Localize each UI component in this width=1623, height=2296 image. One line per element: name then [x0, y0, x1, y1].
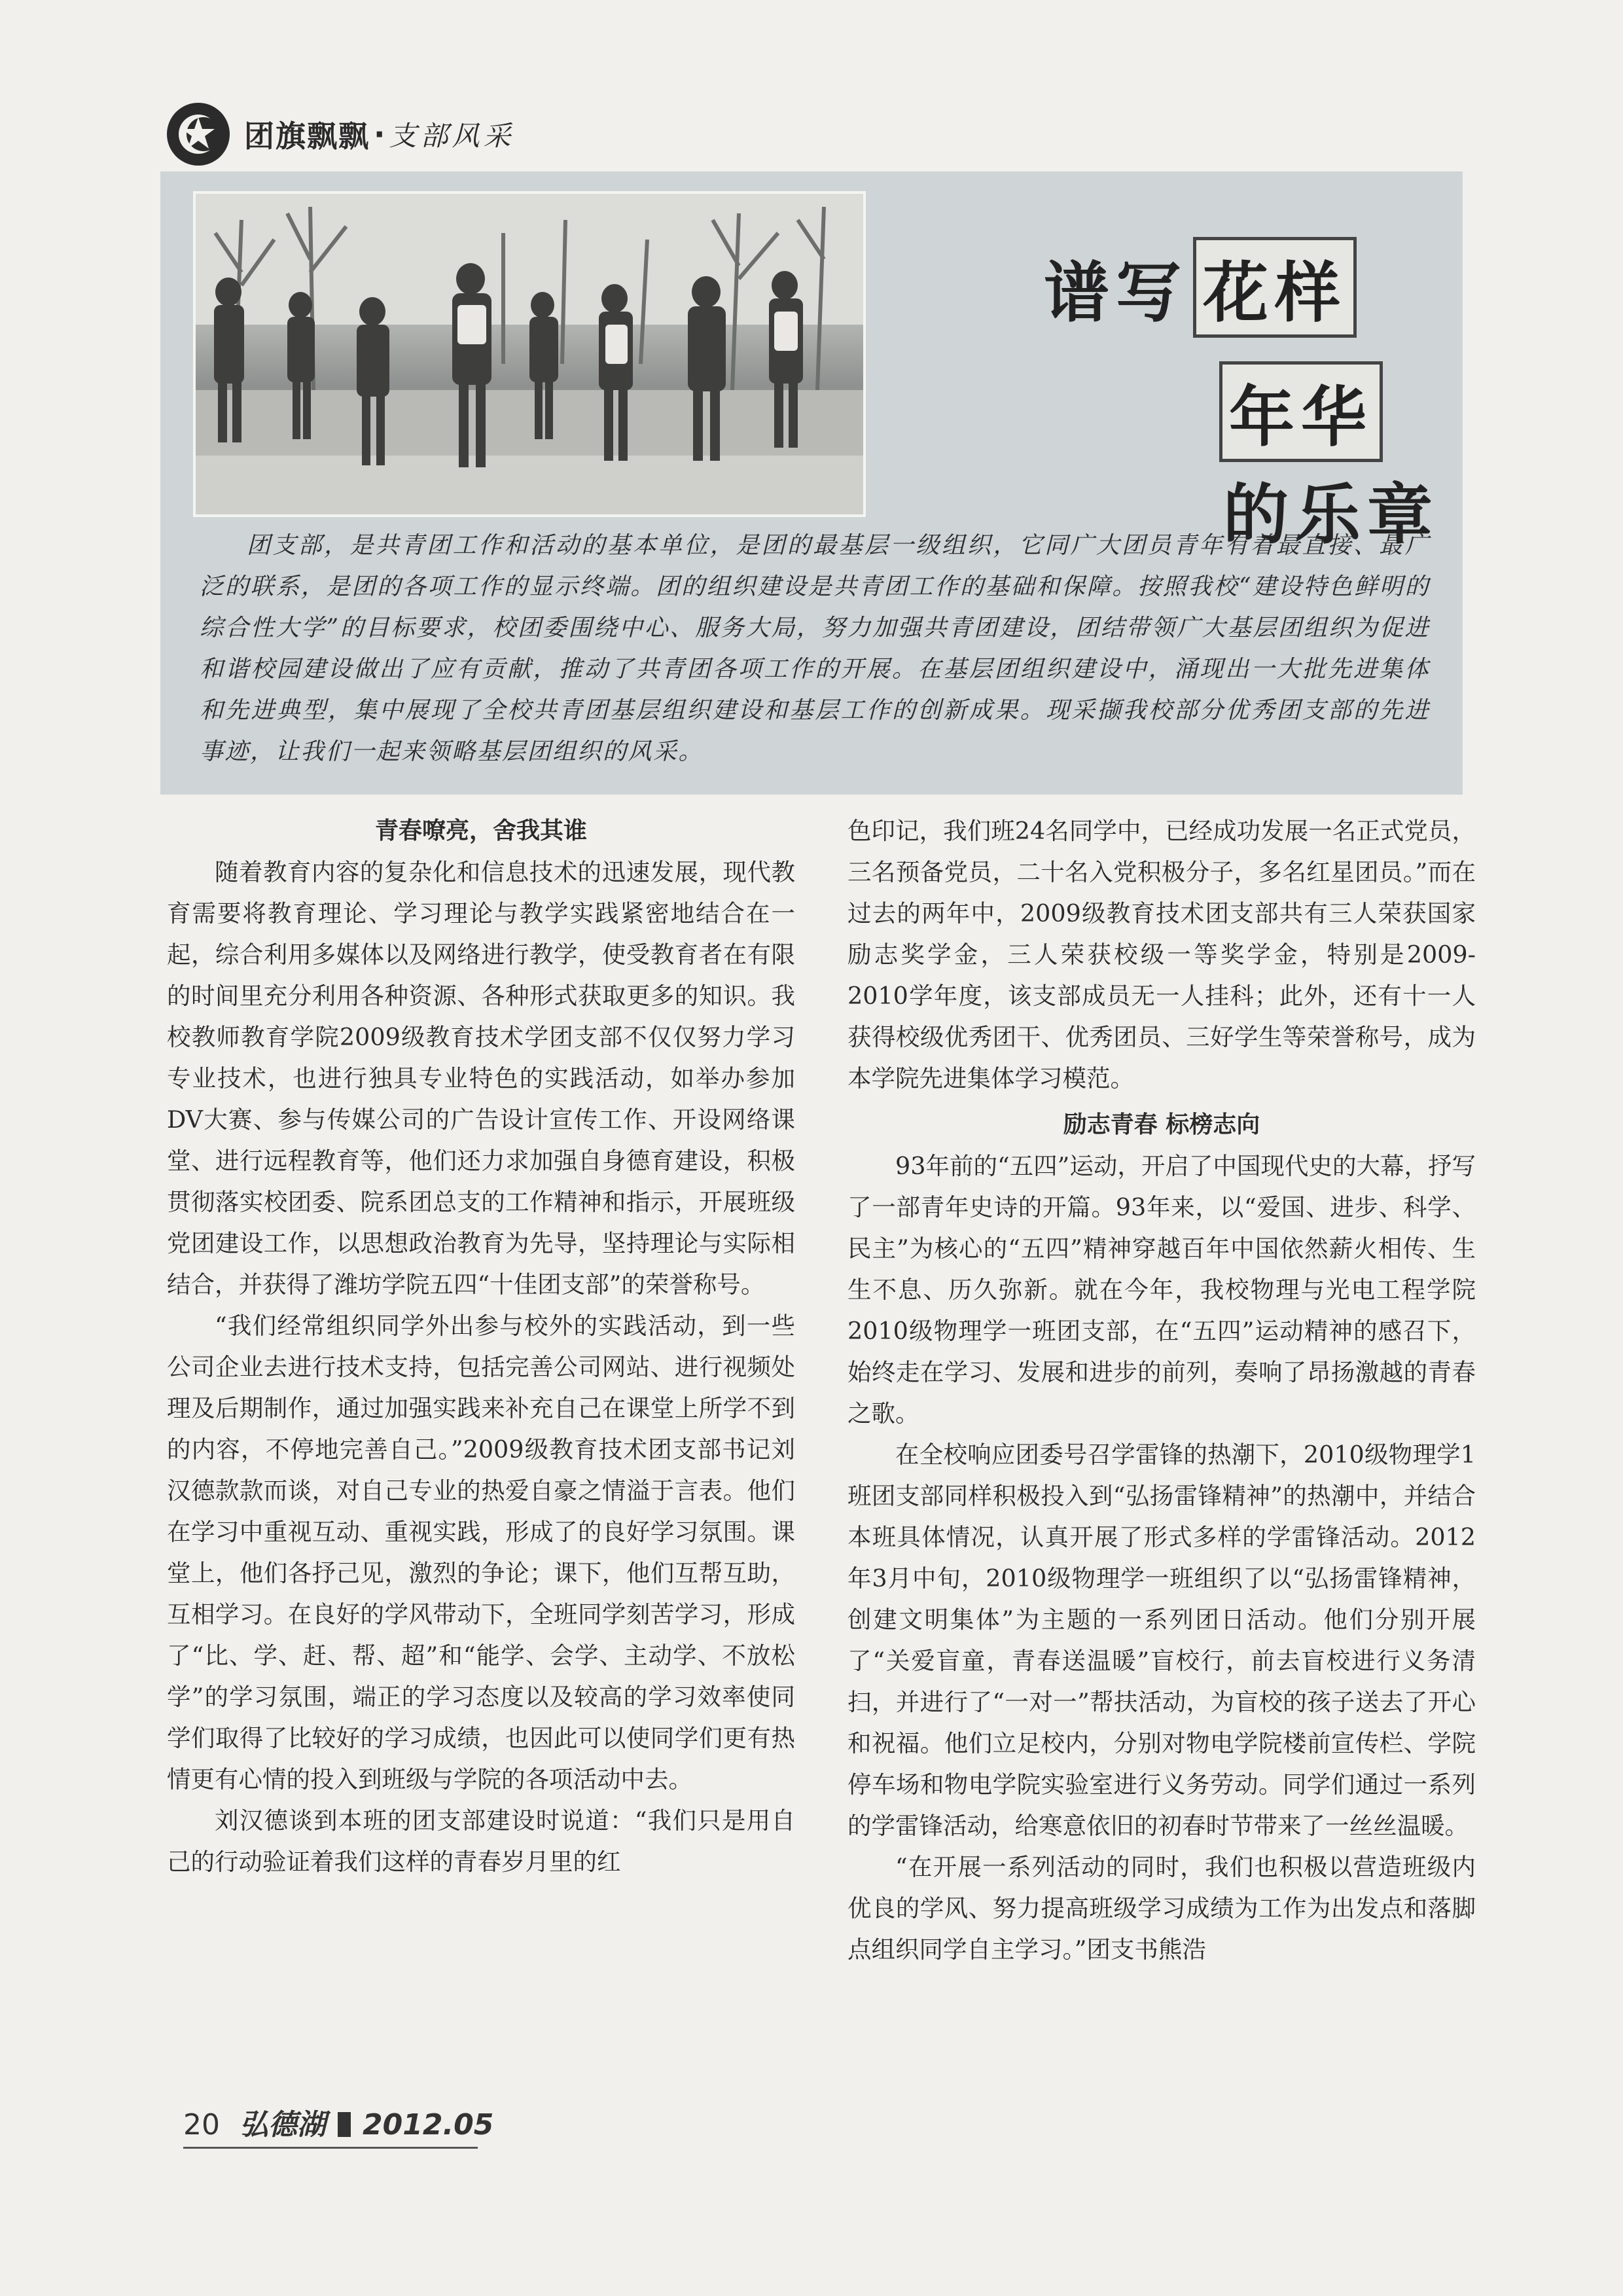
magazine-name: 弘德湖	[240, 2108, 326, 2142]
youth-league-emblem-icon	[167, 103, 230, 166]
paragraph: 刘汉德谈到本班的团支部建设时说道：“我们只是用自己的行动验证着我们这样的青春岁月里的红	[167, 1806, 795, 1876]
footer-separator	[338, 2112, 351, 2137]
left-column	[167, 810, 795, 1882]
right-column	[847, 810, 1476, 1970]
section-subtitle: 支部风采	[389, 120, 515, 152]
article-heading-2: 励志青春 标榜志向	[1063, 1111, 1260, 1138]
feature-title-line1	[1044, 237, 1357, 338]
section-title: 团旗飘飘	[244, 118, 370, 154]
title-boxed-word-1: 花样	[1193, 237, 1357, 338]
title-boxed-word-2: 年华	[1219, 361, 1383, 462]
paragraph: 在全校响应团委号召学雷锋的热潮下，2010级物理学1班团支部同样积极投入到“弘扬雷锋精神”的热潮中，并结合本班具体情况，认真开展了形式多样的学雷锋活动。2012年3月中旬，2010级物理学一班组织了以“弘扬雷锋精神，创建文明集体”为主题的一系列团日活动。他们分别开展了“关爱盲童，青春送温暖”盲校行，前去盲校进行义务清扫，并进行了“一对一”帮扶活动，为盲校的孩子送去了开心和祝福。他们立足校内，分别对物电学院楼前宣传栏、学院停车场和物电学院实验室进行义务劳动。同学们通过一系列的学雷锋活动，给寒意依旧的初春时节带来了一丝丝温暖。	[847, 1441, 1476, 1840]
paragraph: 93年前的“五四”运动，开启了中国现代史的大幕，抒写了一部青年史诗的开篇。93年来，以“爱国、进步、科学、民主”为核心的“五四”精神穿越百年中国依然薪火相传、生生不息、历久弥新。就在今年，我校物理与光电工程学院2010级物理学一班团支部，在“五四”运动精神的感召下，始终走在学习、发展和进步的前列，奏响了昂扬激越的青春之歌。	[847, 1152, 1476, 1427]
paragraph: “在开展一系列活动的同时，我们也积极以营造班级内优良的学风、努力提高班级学习成绩为工作为出发点和落脚点组织同学自主学习。”团支书熊浩	[847, 1853, 1476, 1964]
paragraph: 随着教育内容的复杂化和信息技术的迅速发展，现代教育需要将教育理论、学习理论与教学实践紧密地结合在一起，综合利用多媒体以及网络进行教学，使受教育者在有限的时间里充分利用各种资源、各种形式获取更多的知识。我校教师教育学院2009级教育技术学团支部不仅仅努力学习专业技术，也进行独具专业特色的实践活动，如举办参加DV大赛、参与传媒公司的广告设计宣传工作、开设网络课堂、进行远程教育等，他们还力求加强自身德育建设，积极贯彻落实校团委、院系团总支的工作精神和指示，开展班级党团建设工作，以思想政治教育为先导，坚持理论与实际相结合，并获得了潍坊学院五四“十佳团支部”的荣誉称号。	[167, 858, 795, 1299]
section-header	[167, 98, 515, 170]
paragraph: “我们经常组织同学外出参与校外的实践活动，到一些公司企业去进行技术支持，包括完善公司网站、进行视频处理及后期制作，通过加强实践来补充自己在课堂上所学不到的内容，不停地完善自己。”2009级教育技术团支部书记刘汉德款款而谈，对自己专业的热爱自豪之情溢于言表。他们在学习中重视互动、重视实践，形成了的良好学习氛围。课堂上，他们各抒己见，激烈的争论；课下，他们互帮互助，互相学习。在良好的学风带动下，全班同学刻苦学习，形成了“比、学、赶、帮、超”和“能学、会学、主动学、不放松学”的学习氛围，端正的学习态度以及较高的学习效率使同学们取得了比较好的学习成绩，也因此可以使同学们更有热情更有心情的投入到班级与学院的各项活动中去。	[167, 1312, 795, 1793]
page-number: 20	[183, 2108, 220, 2142]
page-footer	[183, 2101, 493, 2143]
issue-number: 2012.05	[363, 2108, 494, 2142]
paragraph-continued: 色印记，我们班24名同学中，已经成功发展一名正式党员，三名预备党员，二十名入党积极分子，多名红星团员。”而在过去的两年中，2009级教育技术团支部共有三人荣获国家励志奖学金，三人荣获校级一等奖学金，特别是2009-2010学年度，该支部成员无一人挂科；此外，还有十一人获得校级优秀团干、优秀团员、三好学生等荣誉称号，成为本学院先进集体学习模范。	[847, 817, 1476, 1092]
feature-title	[874, 217, 1463, 553]
title-suffix: 的乐章	[1223, 476, 1439, 553]
footer-rule	[183, 2147, 478, 2149]
article-heading-1: 青春嘹亮，舍我其谁	[374, 817, 587, 844]
feature-banner	[160, 171, 1463, 795]
title-prefix: 谱写	[1044, 254, 1188, 331]
intro-paragraph: 团支部，是共青团工作和活动的基本单位，是团的最基层一级组织，它同广大团员青年有着最直接、最广泛的联系，是团的各项工作的显示终端。团的组织建设是共青团工作的基础和保障。按照我校“建设特色鲜明的综合性大学”的目标要求，校团委围绕中心、服务大局，努力加强共青团建设，团结带领广大基层团组织为促进和谐校园建设做出了应有贡献，推动了共青团各项工作的开展。在基层团组织建设中，涌现出一大批先进集体和先进典型，集中展现了全校共青团基层组织建设和基层工作的创新成果。现采撷我校部分优秀团支部的先进事迹，让我们一起来领略基层团组织的风采。	[200, 532, 1430, 765]
group-running-photo	[193, 191, 866, 517]
section-separator: ·	[374, 117, 385, 152]
